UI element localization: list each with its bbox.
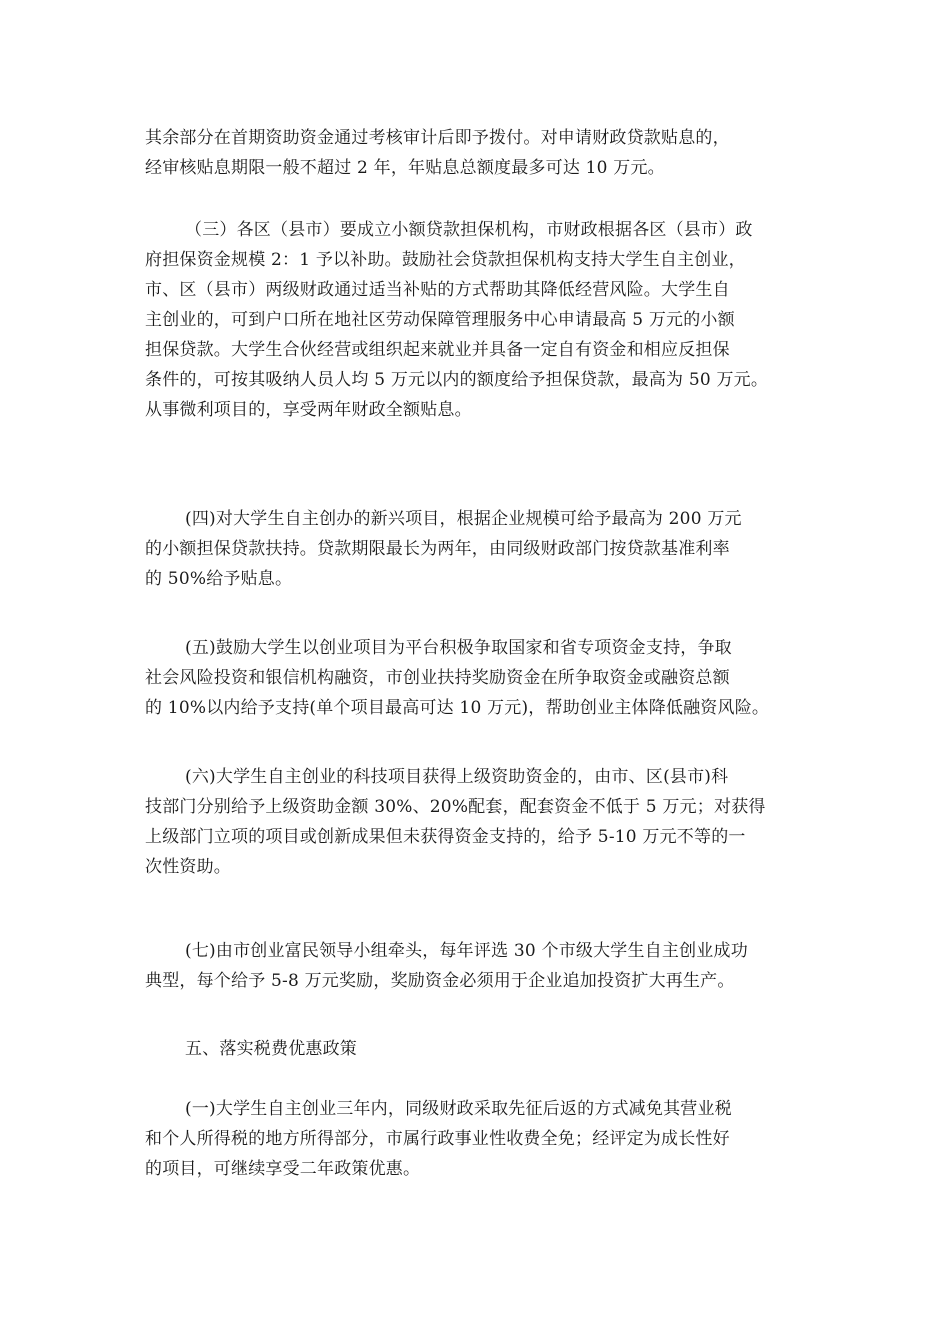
text-line: (六)大学生自主创业的科技项目获得上级资助资金的，由市、区(县市)科 xyxy=(185,767,729,787)
text-line: 经审核贴息期限一般不超过 2 年，年贴息总额度最多可达 10 万元。 xyxy=(145,158,665,178)
text-line: (五)鼓励大学生以创业项目为平台积极争取国家和省专项资金支持，争取 xyxy=(185,638,732,658)
text-line: 次性资助。 xyxy=(145,857,231,877)
text-line: 条件的，可按其吸纳人员人均 5 万元以内的额度给予担保贷款，最高为 50 万元。 xyxy=(145,370,769,390)
section-heading: 五、落实税费优惠政策 xyxy=(185,1039,357,1059)
paragraph-item-5 xyxy=(145,633,825,723)
text-line: 社会风险投资和银信机构融资，市创业扶持奖励资金在所争取资金或融资总额 xyxy=(145,668,730,688)
paragraph-item-6 xyxy=(145,762,825,882)
paragraph-item-3 xyxy=(145,215,825,425)
text-line: 担保贷款。大学生合伙经营或组织起来就业并具备一定自有资金和相应反担保 xyxy=(145,340,730,360)
paragraph-subsidy-disbursement xyxy=(145,123,825,183)
text-line: 的项目，可继续享受二年政策优惠。 xyxy=(145,1159,421,1179)
text-line: 主创业的，可到户口所在地社区劳动保障管理服务中心申请最高 5 万元的小额 xyxy=(145,310,735,330)
text-line: 其余部分在首期资助资金通过考核审计后即予拨付。对申请财政贷款贴息的， xyxy=(145,128,730,148)
paragraph-tax-item-1 xyxy=(145,1094,825,1184)
text-line: (一)大学生自主创业三年内，同级财政采取先征后返的方式减免其营业税 xyxy=(185,1099,732,1119)
text-line: 和个人所得税的地方所得部分，市属行政事业性收费全免；经评定为成长性好 xyxy=(145,1129,730,1149)
text-line: (七)由市创业富民领导小组牵头，每年评选 30 个市级大学生自主创业成功 xyxy=(185,941,748,961)
text-line: （三）各区（县市）要成立小额贷款担保机构，市财政根据各区（县市）政 xyxy=(185,220,753,240)
paragraph-item-4 xyxy=(145,504,825,594)
text-line: 的小额担保贷款扶持。贷款期限最长为两年，由同级财政部门按贷款基准利率 xyxy=(145,539,730,559)
text-line: 的 50%给予贴息。 xyxy=(145,569,293,589)
text-line: 典型，每个给予 5-8 万元奖励，奖励资金必须用于企业追加投资扩大再生产。 xyxy=(145,971,735,991)
text-line: 技部门分别给予上级资助金额 30%、20%配套，配套资金不低于 5 万元；对获得 xyxy=(145,797,766,817)
text-line: (四)对大学生自主创办的新兴项目，根据企业规模可给予最高为 200 万元 xyxy=(185,509,742,529)
paragraph-item-7 xyxy=(145,936,825,996)
text-line: 的 10%以内给予支持(单个项目最高可达 10 万元)，帮助创业主体降低融资风险。 xyxy=(145,698,770,718)
text-line: 从事微利项目的，享受两年财政全额贴息。 xyxy=(145,400,472,420)
text-line: 市、区（县市）两级财政通过适当补贴的方式帮助其降低经营风险。大学生自 xyxy=(145,280,730,300)
text-line: 府担保资金规模 2：1 予以补助。鼓励社会贷款担保机构支持大学生自主创业， xyxy=(145,250,746,270)
text-line: 上级部门立项的项目或创新成果但未获得资金支持的，给予 5-10 万元不等的一 xyxy=(145,827,746,847)
section-heading-tax-policy xyxy=(145,1034,825,1064)
